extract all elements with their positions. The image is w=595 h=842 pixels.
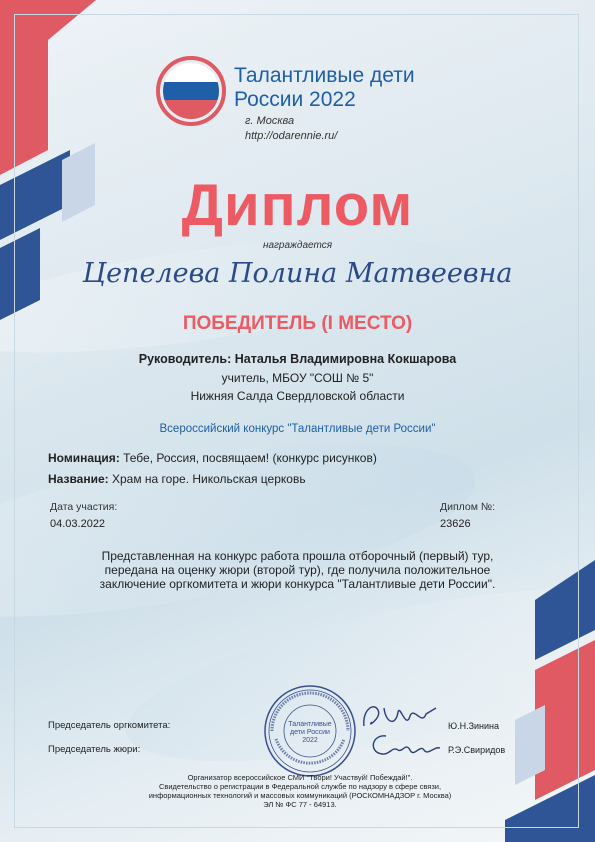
logo-title-line2: России 2022 bbox=[234, 88, 356, 111]
title-label: Название: bbox=[48, 472, 109, 486]
recipient-name: Цепелева Полина Матвеевна bbox=[82, 258, 513, 289]
stamp-text-line3: 2022 bbox=[302, 737, 318, 744]
org-chair-label: Председатель оргкомитета: bbox=[48, 720, 171, 731]
leader-location: Нижняя Салда Свердловской области bbox=[190, 389, 405, 403]
contest-logo-title bbox=[234, 64, 415, 112]
statement-line: Представленная на конкурс работа прошла отборочный (первый) тур, bbox=[101, 549, 494, 563]
logo-title-line1: Талантливые дети bbox=[234, 64, 415, 87]
diploma-number-value: 23626 bbox=[440, 518, 471, 530]
title-row bbox=[48, 472, 306, 486]
city-label: г. Москва bbox=[245, 115, 295, 127]
footer-line: информационных технологий и массовых коммуникаций (РОСКОМНАДЗОР г. Москва) bbox=[148, 791, 452, 800]
awarded-label: награждается bbox=[262, 240, 333, 251]
statement-paragraph bbox=[50, 549, 545, 591]
footer-line: Свидетельство о регистрации в Федеральной службе по надзору в сфере связи, bbox=[158, 782, 442, 791]
website-url: http://odarennie.ru/ bbox=[245, 130, 338, 142]
footer-line: Организатор всероссийское СМИ "Твори! Участвуй! Побеждай!". bbox=[187, 773, 413, 782]
diploma-number-label: Диплом №: bbox=[440, 501, 496, 513]
stamp-text-line2: дети России bbox=[290, 729, 330, 736]
stamp-text-line1: Талантливые bbox=[288, 721, 332, 728]
russia-flag-logo-icon bbox=[156, 56, 226, 126]
organizer-footer bbox=[100, 773, 500, 809]
contest-name: Всероссийский конкурс "Талантливые дети России" bbox=[159, 423, 436, 435]
nomination-row bbox=[48, 451, 377, 465]
title-value: Храм на горе. Никольская церковь bbox=[111, 472, 306, 486]
jury-chair-label: Председатель жюри: bbox=[48, 744, 141, 755]
org-chair-name: Ю.Н.Зинина bbox=[448, 721, 500, 731]
statement-line: передана на оценку жюри (второй тур), где получила положительное bbox=[104, 563, 491, 577]
diploma-heading: Диплом bbox=[181, 173, 414, 238]
date-value: 04.03.2022 bbox=[50, 518, 106, 530]
place-title: ПОБЕДИТЕЛЬ (I МЕСТО) bbox=[182, 313, 413, 334]
leader-name: Руководитель: Наталья Владимировна Кокшарова bbox=[138, 352, 457, 366]
statement-line: заключение оргкомитета и жюри конкурса "Талантливые дети России". bbox=[99, 577, 496, 591]
date-label: Дата участия: bbox=[50, 501, 118, 513]
official-stamp bbox=[262, 683, 358, 779]
signature-jury-chair bbox=[364, 728, 444, 764]
footer-line: ЭЛ № ФС 77 - 64913. bbox=[263, 800, 337, 809]
jury-chair-name: Р.Э.Свиридов bbox=[448, 745, 506, 755]
nomination-value: Тебе, Россия, посвящаем! (конкурс рисунков) bbox=[123, 451, 377, 465]
leader-position: учитель, МБОУ "СОШ № 5" bbox=[221, 371, 374, 385]
nomination-label: Номинация: bbox=[48, 451, 120, 465]
